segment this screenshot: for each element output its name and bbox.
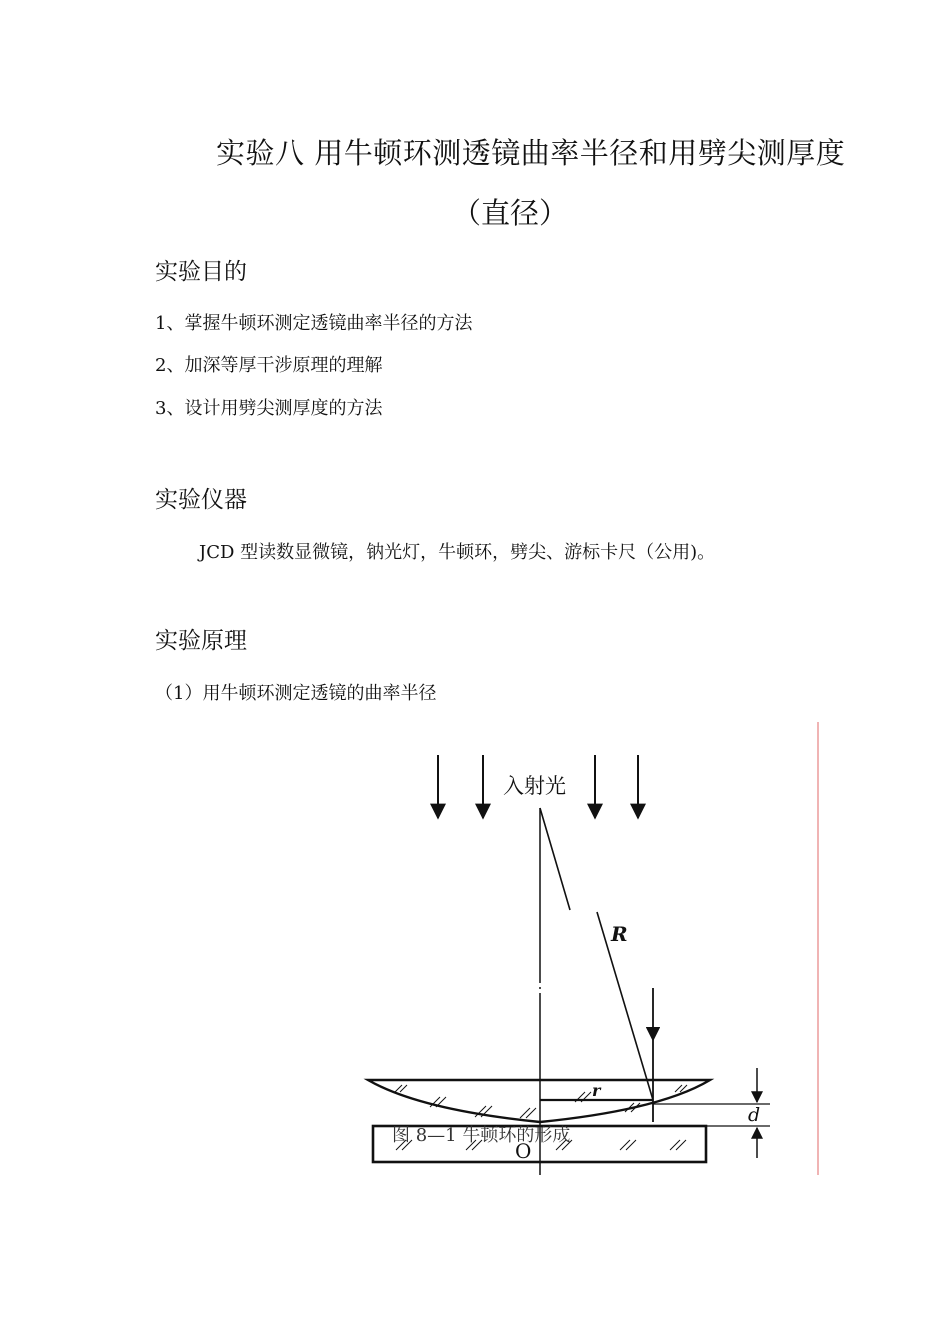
radius-r-label: r bbox=[592, 1081, 601, 1100]
thickness-label: d bbox=[748, 1104, 761, 1126]
purpose-item-3: 3、设计用劈尖测厚度的方法 bbox=[155, 398, 383, 419]
contact-point-label: O bbox=[515, 1139, 532, 1163]
document-title-continued: （直径） bbox=[452, 196, 569, 230]
radius-label: R bbox=[611, 922, 628, 946]
section-heading-purpose: 实验目的 bbox=[155, 259, 247, 285]
incident-light-label: 入射光 bbox=[503, 774, 566, 798]
figure-caption: 图 8—1 牛顿环的形成 bbox=[392, 1125, 571, 1146]
instruments-text: JCD 型读数显微镜，钠光灯，牛顿环，劈尖、游标卡尺（公用)。 bbox=[199, 542, 716, 563]
purpose-item-2: 2、加深等厚干涉原理的理解 bbox=[155, 355, 383, 376]
principle-subheading: （1）用牛顿环测定透镜的曲率半径 bbox=[155, 683, 437, 704]
section-heading-instruments: 实验仪器 bbox=[155, 487, 247, 513]
radius-line bbox=[540, 808, 570, 910]
lens-hatching bbox=[395, 1085, 687, 1118]
document-title: 实验八 用牛顿环测透镜曲率半径和用劈尖测厚度 bbox=[216, 136, 846, 170]
purpose-item-1: 1、掌握牛顿环测定透镜曲率半径的方法 bbox=[155, 313, 473, 334]
plano-convex-lens bbox=[368, 1080, 710, 1122]
section-heading-principle: 实验原理 bbox=[155, 628, 247, 654]
